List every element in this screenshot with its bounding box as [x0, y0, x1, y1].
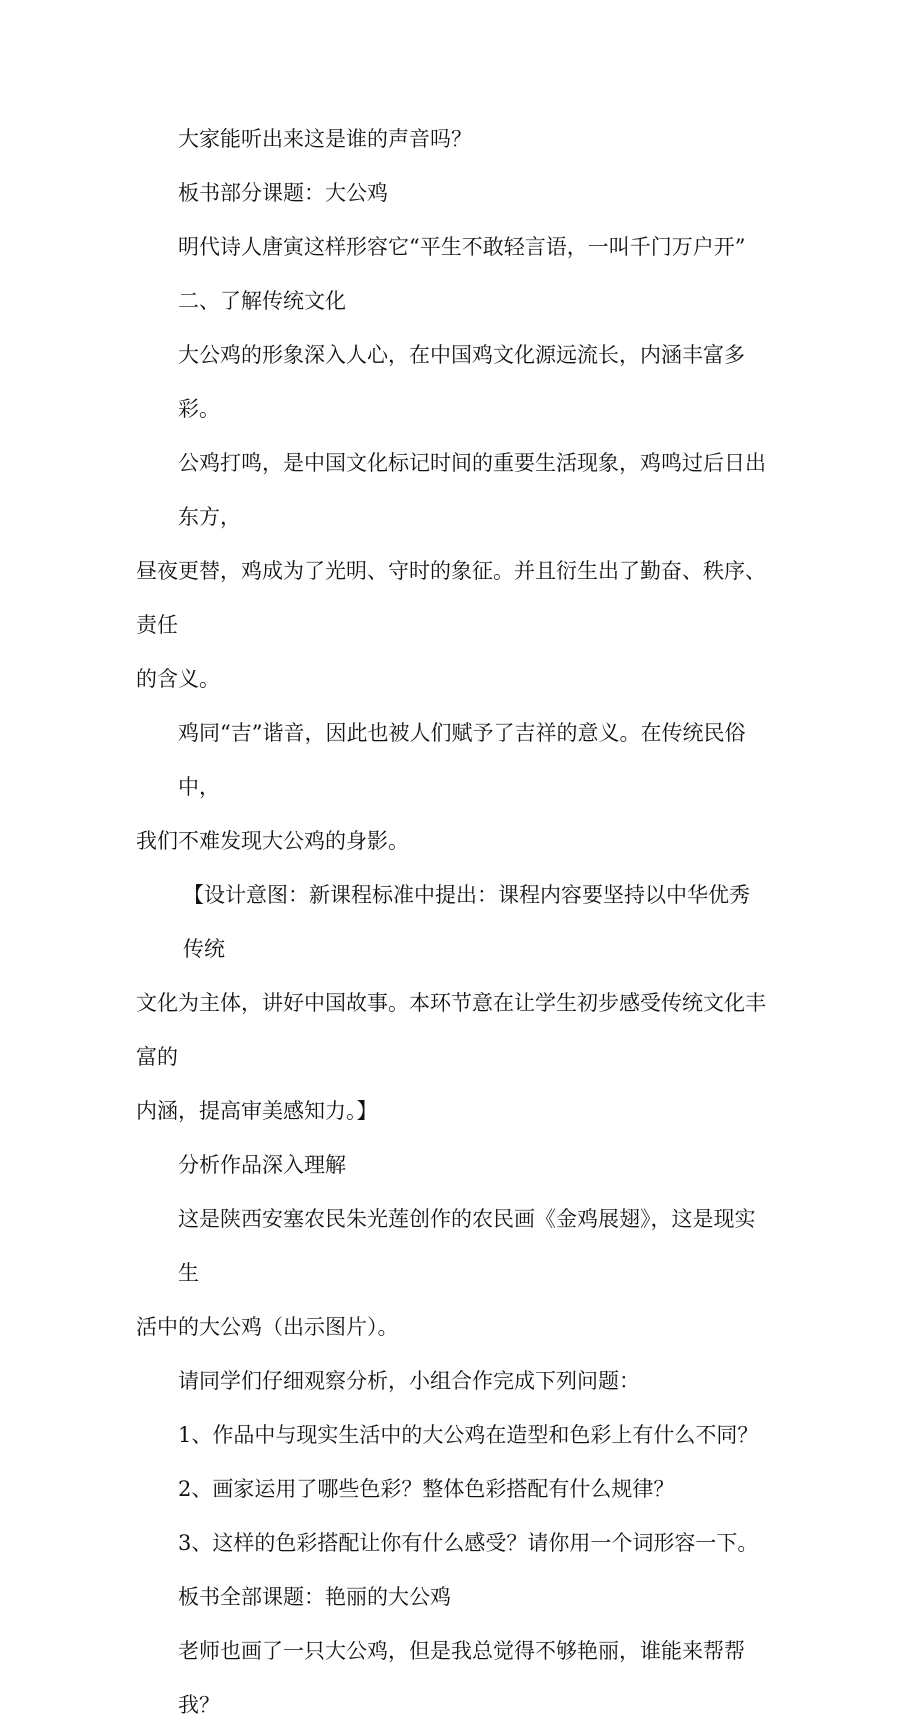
- document-body: [0, 112, 920, 1732]
- text-line: 文化为主体，讲好中国故事。本环节意在让学生初步感受传统文化丰富的: [136, 991, 766, 1069]
- question-item-1: [0, 1408, 920, 1462]
- section-heading-culture: [0, 274, 920, 328]
- section-heading-analysis: [0, 1138, 920, 1192]
- paragraph-question: [0, 112, 920, 166]
- paragraph-teacher-drawing: [0, 1624, 920, 1732]
- text-line: 鸡同“吉”谐音，因此也被人们赋予了吉祥的意义。在传统民俗中，: [178, 721, 746, 799]
- question-item-2: [0, 1462, 920, 1516]
- paragraph-rooster-image: [0, 328, 920, 436]
- text-line: 分析作品深入理解: [178, 1153, 346, 1177]
- paragraph-rooster-crow: [0, 436, 920, 706]
- paragraph-design-intent: [0, 868, 920, 1138]
- text-line: 我们不难发现大公鸡的身影。: [136, 829, 409, 853]
- text-line: 3、这样的色彩搭配让你有什么感受？请你用一个词形容一下。: [178, 1531, 759, 1555]
- text-line: 昼夜更替，鸡成为了光明、守时的象征。并且衍生出了勤奋、秩序、责任: [136, 559, 766, 637]
- text-line: 这是陕西安塞农民朱光莲创作的农民画《金鸡展翅》，这是现实生: [178, 1207, 756, 1285]
- text-line: 大公鸡的形象深入人心，在中国鸡文化源远流长，内涵丰富多彩。: [178, 343, 745, 421]
- text-line: 的含义。: [136, 667, 220, 691]
- paragraph-group-task: [0, 1354, 920, 1408]
- text-line: 老师也画了一只大公鸡，但是我总觉得不够艳丽，谁能来帮帮我？: [178, 1639, 745, 1717]
- text-line: 活中的大公鸡（出示图片）。: [136, 1315, 399, 1339]
- text-line: 二、了解传统文化: [178, 289, 346, 313]
- text-line: 2、画家运用了哪些色彩？整体色彩搭配有什么规律？: [178, 1477, 675, 1501]
- text-line: 公鸡打鸣，是中国文化标记时间的重要生活现象，鸡鸣过后日出东方，: [178, 451, 766, 529]
- text-line: 明代诗人唐寅这样形容它“平生不敢轻言语，一叫千门万户开”: [178, 235, 746, 259]
- text-line: 请同学们仔细观察分析，小组合作完成下列问题：: [178, 1369, 640, 1393]
- paragraph-board-partial-title: [0, 166, 920, 220]
- text-line: 板书部分课题：大公鸡: [178, 181, 388, 205]
- paragraph-auspicious: [0, 706, 920, 868]
- text-line: 1、作品中与现实生活中的大公鸡在造型和色彩上有什么不同？: [178, 1423, 759, 1447]
- text-line: 【设计意图：新课程标准中提出：课程内容要坚持以中华优秀传统: [183, 883, 750, 961]
- text-line: 大家能听出来这是谁的声音吗？: [178, 127, 472, 151]
- text-line: 板书全部课题：艳丽的大公鸡: [178, 1585, 451, 1609]
- paragraph-artwork-intro: [0, 1192, 920, 1354]
- question-item-3: [0, 1516, 920, 1570]
- text-line: 内涵，提高审美感知力。】: [136, 1099, 378, 1123]
- paragraph-board-full-title: [0, 1570, 920, 1624]
- paragraph-poem-quote: [0, 220, 920, 274]
